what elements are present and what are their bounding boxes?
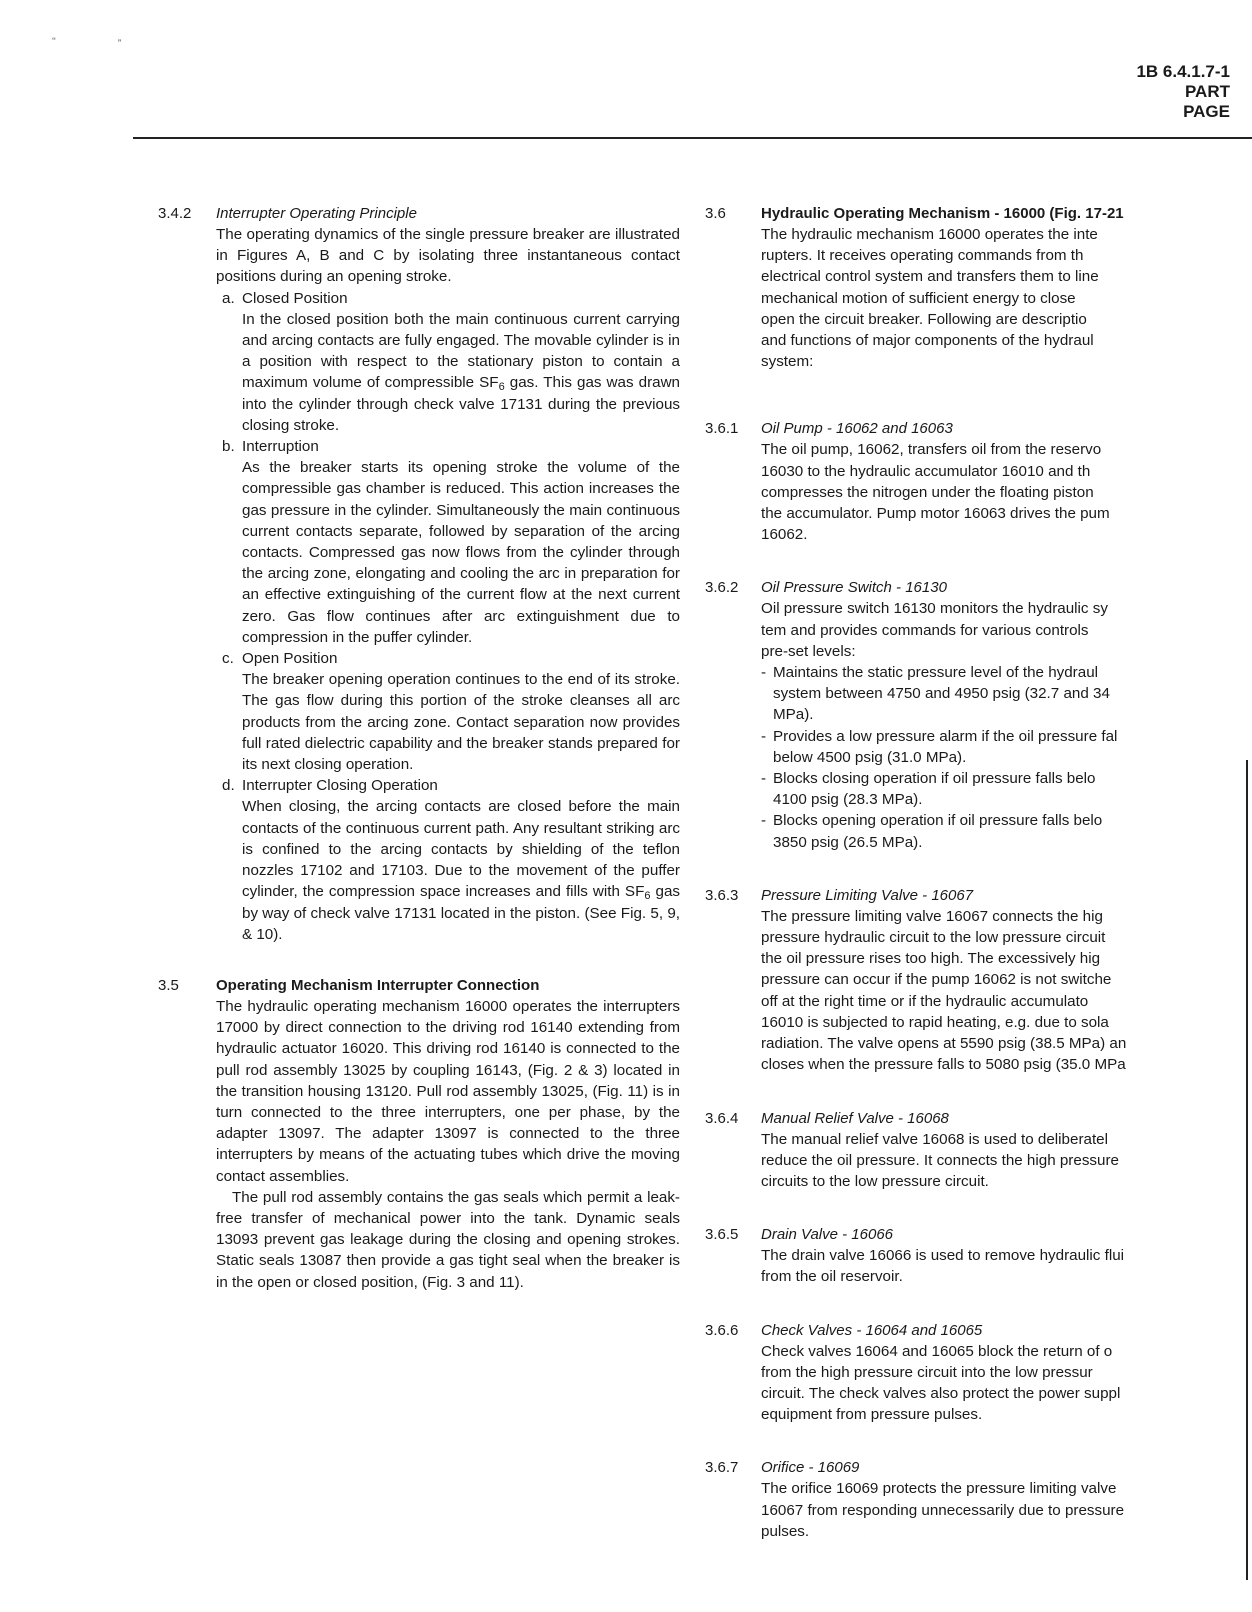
section-line: The manual relief valve 16068 is used to deliberatel [761, 1130, 1108, 1148]
section-title: Oil Pump - 16062 and 16063 [761, 420, 953, 438]
section-line: Check valves 16064 and 16065 block the return of o [761, 1342, 1113, 1360]
section-line: pressure hydraulic circuit to the low pressure circuit [761, 929, 1106, 947]
section-number: 3.6.7 [705, 1459, 739, 1477]
item-closing-operation [216, 775, 680, 945]
section-line: 16067 from responding unnecessarily due to pressure [761, 1501, 1125, 1519]
section-title: Manual Relief Valve - 16068 [761, 1109, 949, 1127]
section-number: 3.6.1 [705, 420, 739, 438]
item-letter: a. [222, 289, 235, 307]
section-title: Pressure Limiting Valve - 16067 [761, 886, 974, 904]
section-3-6-3 [697, 885, 1252, 1076]
part-label: PART [1184, 82, 1230, 101]
list-item: - Blocks opening operation if oil pressure falls belo 3850 psig (26.5 MPa). [761, 810, 1252, 852]
list-item: - Provides a low pressure alarm if the oil pressure fal below 4500 psig (31.0 MPa). [761, 726, 1252, 768]
page-edge-line [1246, 760, 1248, 1580]
section-3-6-5 [697, 1224, 1252, 1287]
section-3-6 [697, 203, 1252, 372]
item-closed-position [216, 288, 680, 436]
list-item: - Maintains the static pressure level of the hydraul system between 4750 and 4950 psig (32.7 and 34 MPa). [761, 662, 1252, 726]
section-line: and functions of major components of the hydraul [761, 332, 1094, 350]
section-number: 3.6.3 [705, 886, 739, 904]
section-line: compresses the nitrogen under the floating piston [761, 483, 1094, 501]
section-number: 3.4.2 [158, 205, 192, 222]
section-title: Orifice - 16069 [761, 1459, 860, 1477]
section-line: equipment from pressure pulses. [761, 1406, 983, 1424]
section-line: 16062. [761, 526, 808, 544]
section-line: The hydraulic mechanism 16000 operates the inte [761, 226, 1098, 243]
section-3-6-4 [697, 1108, 1252, 1193]
section-line: reduce the oil pressure. It connects the high pressure [761, 1151, 1119, 1169]
section-line: off at the right time or if the hydraulic accumulato [761, 992, 1089, 1010]
section-line: pressure can occur if the pump 16062 is not switche [761, 971, 1112, 989]
section-3-5 [150, 975, 680, 1293]
section-title: Interrupter Operating Principle [216, 205, 417, 222]
section-number: 3.6.2 [705, 579, 739, 597]
section-line: tem and provides commands for various controls [761, 621, 1089, 639]
section-line: The orifice 16069 protects the pressure limiting valve [761, 1480, 1117, 1498]
section-line: rupters. It receives operating commands from th [761, 247, 1084, 265]
section-line: radiation. The valve opens at 5590 psig (38.5 MPa) an [761, 1035, 1127, 1053]
doc-number: 1B 6.4.1.7-1 [1136, 62, 1230, 81]
item-letter: b. [222, 438, 235, 456]
section-number: 3.6.5 [705, 1226, 739, 1244]
section-line: open the circuit breaker. Following are descriptio [761, 310, 1087, 328]
section-number: 3.6.6 [705, 1321, 739, 1339]
section-title: Oil Pressure Switch - 16130 [761, 579, 947, 597]
scan-speck: ” [118, 38, 121, 48]
item-heading: Closed Position [242, 289, 348, 307]
item-text: When closing, the arcing contacts are closed before the main contacts of the continuous current path. Any resultant striking arc is confined to the arcing contacts by shielding of the teflon nozzles 17102 and 17103. Due to the movement of the puffer cylinder, the compression space increases and fills with $SF_6$ gas by way of check valve 17131 located in the piston. (See Fig. 5, 9, & 10). [242, 798, 680, 943]
section-number: 3.6 [705, 205, 726, 222]
section-line: 16030 to the hydraulic accumulator 16010 and th [761, 462, 1091, 480]
section-line: the accumulator. Pump motor 16063 drives the pum [761, 505, 1110, 523]
section-paragraph: The pull rod assembly contains the gas seals which permit a leak-free transfer of mechanical power into the tank. Dynamic seals 13093 prevent gas leakage during the closing and opening strokes. Static seals 13087 then provide a gas tight seal when the breaker is in the open or closed position, (Fig. 3 and 11). [216, 1188, 680, 1291]
section-line: from the high pressure circuit into the low pressur [761, 1363, 1093, 1381]
section-title: Check Valves - 16064 and 16065 [761, 1321, 983, 1339]
pressure-levels-list [761, 662, 1252, 853]
section-title: Hydraulic Operating Mechanism - 16000 (Fig. 17-21 [761, 205, 1124, 222]
item-interruption [216, 436, 680, 648]
section-line: from the oil reservoir. [761, 1268, 903, 1286]
section-number: 3.5 [158, 976, 179, 994]
section-line: The pressure limiting valve 16067 connects the hig [761, 907, 1103, 925]
section-3-6-2 [697, 577, 1252, 852]
page-label: PAGE [1183, 102, 1230, 121]
section-line: closes when the pressure falls to 5080 psig (35.0 MPa [761, 1056, 1126, 1074]
right-column [697, 203, 1252, 1542]
section-line: circuit. The check valves also protect the power suppl [761, 1384, 1121, 1402]
section-intro: The operating dynamics of the single pressure breaker are illustrated in Figures A, B and C by isolating three instantaneous contact positions during an opening stroke. [216, 226, 680, 286]
section-line: The drain valve 16066 is used to remove hydraulic flui [761, 1247, 1125, 1265]
section-line: electrical control system and transfers them to line [761, 268, 1099, 286]
section-title: Operating Mechanism Interrupter Connection [216, 976, 540, 994]
item-heading: Interrupter Closing Operation [242, 777, 438, 795]
section-line: pre-set levels: [761, 642, 856, 660]
section-line: pulses. [761, 1522, 810, 1540]
item-letter: c. [222, 650, 234, 668]
section-paragraph: The hydraulic operating mechanism 16000 operates the interrupters 17000 by direct connection to the driving rod 16140 extending from hydraulic actuator 16020. This driving rod 16140 is connected to the pull rod assembly 13025 by coupling 16143, (Fig. 2 & 3) located in the transition housing 13120. Pull rod assembly 13025, (Fig. 11) is in turn connected to the three interrupters, one per phase, by the adapter 13097. The adapter 13097 is connected to the three interrupters by means of the actuating tubes which drive the moving contact assemblies. [216, 997, 680, 1185]
section-3-6-1 [697, 418, 1252, 545]
item-text: As the breaker starts its opening stroke the volume of the compressible gas chamber is reduced. This action increases the gas pressure in the cylinder. Simultaneously the main continuous current contacts separate, followed by separation of the arcing contacts. Compressed gas now flows from the cylinder through the arcing zone, elongating and cooling the arc in preparation for an effective extinguishing of the current flow at the next current zero. Gas flow continues after arc extinguishment due to compression in the puffer cylinder. [242, 459, 680, 646]
left-column [150, 203, 680, 1293]
section-title: Drain Valve - 16066 [761, 1226, 894, 1244]
list-item: - Blocks closing operation if oil pressure falls belo 4100 psig (28.3 MPa). [761, 768, 1252, 810]
section-line: The oil pump, 16062, transfers oil from the reservo [761, 441, 1102, 459]
scan-speck: ‘‘ [52, 36, 56, 46]
header-rule [133, 137, 1252, 139]
page-header [1136, 62, 1230, 122]
section-line: 16010 is subjected to rapid heating, e.g. due to sola [761, 1013, 1109, 1031]
item-heading: Open Position [242, 650, 338, 668]
section-number: 3.6.4 [705, 1109, 739, 1127]
section-line: Oil pressure switch 16130 monitors the hydraulic sy [761, 600, 1108, 618]
item-letter: d. [222, 777, 235, 795]
section-line: the oil pressure rises too high. The excessively hig [761, 950, 1101, 968]
section-line: circuits to the low pressure circuit. [761, 1172, 989, 1190]
section-line: system: [761, 353, 814, 371]
section-3-6-6 [697, 1320, 1252, 1426]
section-3-4-2 [150, 203, 680, 945]
item-text: In the closed position both the main continuous current carrying and arcing contacts are fully engaged. The movable cylinder is in a position with respect to the stationary piston to contain a maximum volume of compressible $SF_6$ gas. This gas was drawn into the cylinder through check valve 17131 during the previous closing stroke. [242, 310, 680, 434]
section-line: mechanical motion of sufficient energy to close [761, 289, 1076, 307]
item-text: The breaker opening operation continues to the end of its stroke. The gas flow during this portion of the stroke cleanses all arc products from the arcing zone. Contact separation now provides full rated dielectric capability and the breaker stands prepared for its next closing operation. [242, 671, 680, 774]
section-3-6-7 [697, 1457, 1252, 1542]
item-heading: Interruption [242, 438, 319, 456]
item-open-position [216, 648, 680, 775]
